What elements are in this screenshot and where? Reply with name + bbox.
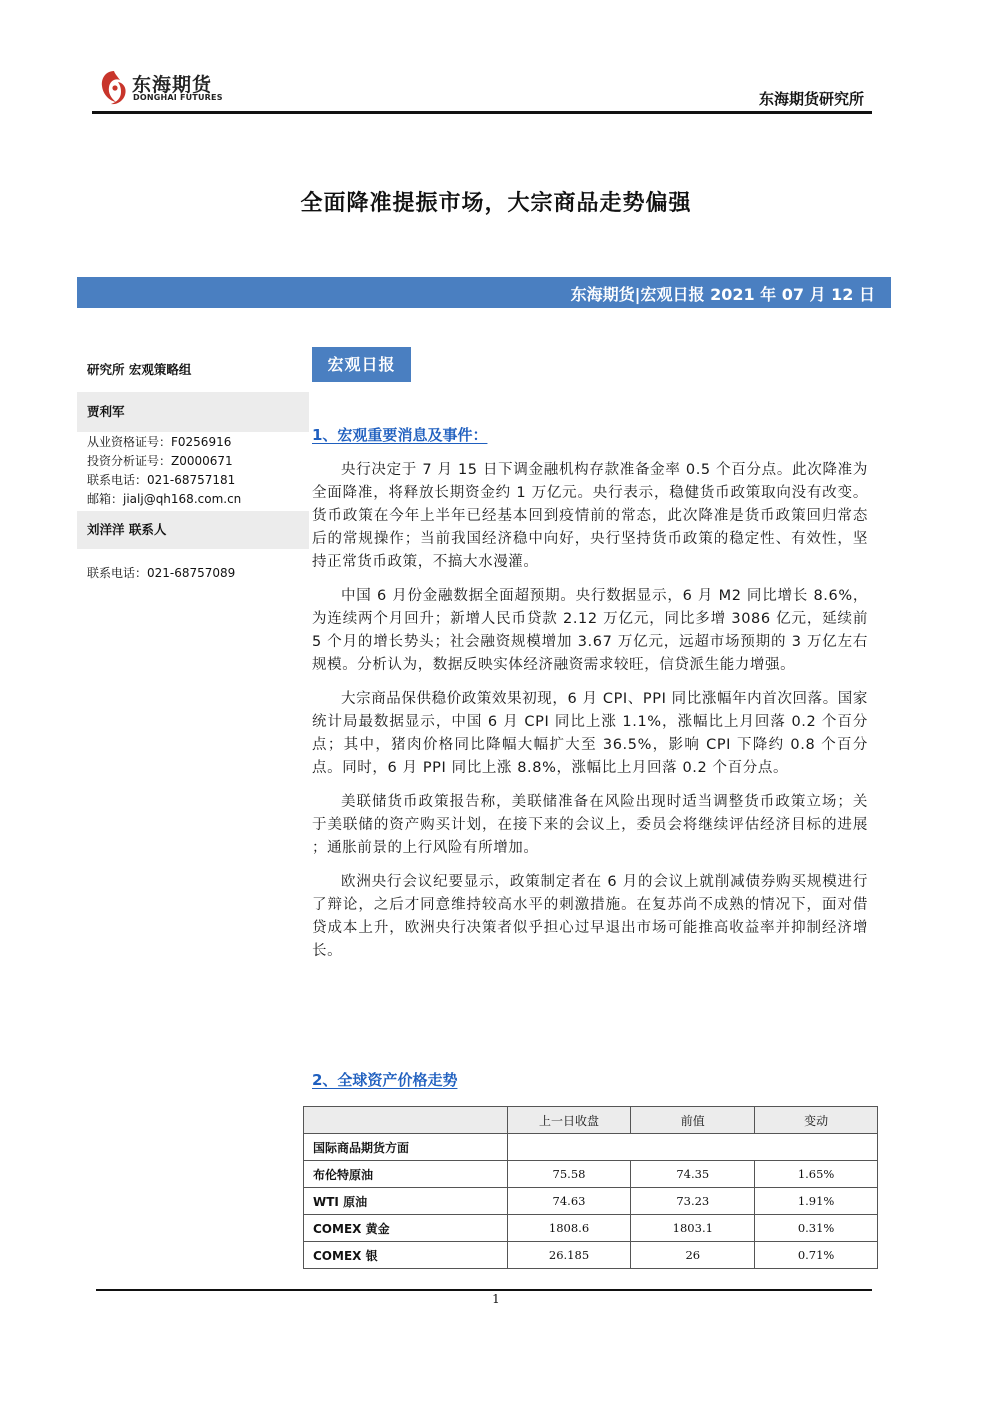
institute-name: 东海期货研究所: [758, 90, 864, 108]
department-label: 研究所 宏观策略组: [87, 362, 192, 377]
table-row: [304, 1242, 878, 1269]
table-cell-change: 1.91%: [755, 1188, 878, 1215]
table-cell-close: 26.185: [507, 1242, 631, 1269]
table-cell-close: 75.58: [507, 1161, 631, 1188]
table-cell-close: 74.63: [507, 1188, 631, 1215]
table-header-cell: 前值: [631, 1107, 755, 1134]
table-cell-prev: 26: [631, 1242, 755, 1269]
table-cell-name: COMEX 银: [304, 1242, 508, 1269]
table-cell-name: WTI 原油: [304, 1188, 508, 1215]
analyst-email: 邮箱：jialj@qh168.com.cn: [87, 492, 242, 506]
footer-divider: [96, 1289, 872, 1291]
table-cell-change: 0.71%: [755, 1242, 878, 1269]
table-header-cell: [304, 1107, 508, 1134]
table-cell-prev: 73.23: [631, 1188, 755, 1215]
analyst-phone: 联系电话：021-68757181: [87, 473, 236, 487]
news-paragraph: 欧洲央行会议纪要显示，政策制定者在 6 月的会议上就削减债券购买规模进行了辩论，之后才同意维持较高水平的刺激措施。在复苏尚不成熟的情况下，面对借贷成本上升，欧洲央行决策者似乎担心过早退出市场可能推高收益率并抑制经济增长。: [312, 874, 868, 959]
table-header-row: [304, 1107, 878, 1134]
news-paragraph: 大宗商品保供稳价政策效果初现，6 月 CPI、PPI 同比涨幅年内首次回落。国家统计局最数据显示，中国 6 月 CPI 同比上涨 1.1%，涨幅比上月回落 0.2 个百分点；其中，猪肉价格同比降幅大幅扩大至 36.5%，影响 CPI 下降约 0.8 个百分点。同时，6 月 PPI 同比上涨 8.8%，涨幅比上月回落 0.2 个百分点。: [312, 691, 868, 776]
table-group-empty: [507, 1134, 877, 1161]
report-type-badge: 宏观日报: [312, 347, 411, 382]
report-band: [77, 277, 891, 308]
dragon-logo-icon: [98, 68, 130, 108]
logo-text-en: DONGHAI FUTURES: [133, 93, 223, 102]
news-paragraph: 央行决定于 7 月 15 日下调金融机构存款准备金率 0.5 个百分点。此次降准为全面降准，将释放长期资金约 1 万亿元。央行表示，稳健货币政策取向没有改变。货币政策在今年上半年已经基本回到疫情前的常态，此次降准是货币政策回归常态后的常规操作；当前我国经济稳中向好，央行坚持货币政策的稳定性、有效性，坚持正常货币政策，不搞大水漫灌。: [312, 462, 868, 570]
header-divider: [92, 111, 872, 114]
contact-name: 刘洋洋 联系人: [77, 511, 309, 549]
section-heading-macro-news: 1、宏观重要消息及事件：: [312, 426, 488, 444]
analyst-investment-license: 投资分析证号：Z0000671: [87, 454, 233, 468]
table-header-cell: 变动: [755, 1107, 878, 1134]
table-header-cell: 上一日收盘: [507, 1107, 631, 1134]
company-logo: [98, 68, 228, 108]
table-cell-change: 1.65%: [755, 1161, 878, 1188]
news-body: [312, 459, 868, 974]
table-row: [304, 1188, 878, 1215]
table-cell-name: COMEX 黄金: [304, 1215, 508, 1242]
table-cell-change: 0.31%: [755, 1215, 878, 1242]
analyst-qualification: 从业资格证号：F0256916: [87, 435, 232, 449]
contact-phone: 联系电话：021-68757089: [87, 566, 236, 580]
report-title: 全面降准提振市场，大宗商品走势偏强: [300, 191, 692, 216]
section-heading-asset-prices: 2、全球资产价格走势: [312, 1071, 458, 1089]
table-cell-prev: 1803.1: [631, 1215, 755, 1242]
page-number: 1: [492, 1292, 500, 1306]
analyst-name: 贾利军: [77, 392, 309, 432]
news-paragraph: 美联储货币政策报告称，美联储准备在风险出现时适当调整货币政策立场；关于美联储的资产购买计划，在接下来的会议上，委员会将继续评估经济目标的进展 ；通胀前景的上行风险有所增加。: [312, 794, 868, 856]
news-paragraph: 中国 6 月份金融数据全面超预期。央行数据显示，6 月 M2 同比增长 8.6%，为连续两个月回升；新增人民币贷款 2.12 万亿元，同比多增 3086 亿元，延续前 5 个月的增长势头；社会融资规模增加 3.67 万亿元，远超市场预期的 3 万亿左右规模。分析认为，数据反映实体经济融资需求较旺，信贷派生能力增强。: [312, 588, 868, 673]
table-cell-close: 1808.6: [507, 1215, 631, 1242]
logo-text-cn: 东海期货: [132, 74, 213, 96]
table-group-row: [304, 1134, 878, 1161]
report-date-label: 东海期货|宏观日报 2021 年 07 月 12 日: [570, 285, 875, 304]
table-row: [304, 1161, 878, 1188]
table-row: [304, 1215, 878, 1242]
table-cell-name: 布伦特原油: [304, 1161, 508, 1188]
table-group-label: 国际商品期货方面: [304, 1134, 508, 1161]
asset-price-table: [303, 1106, 878, 1269]
table-cell-prev: 74.35: [631, 1161, 755, 1188]
